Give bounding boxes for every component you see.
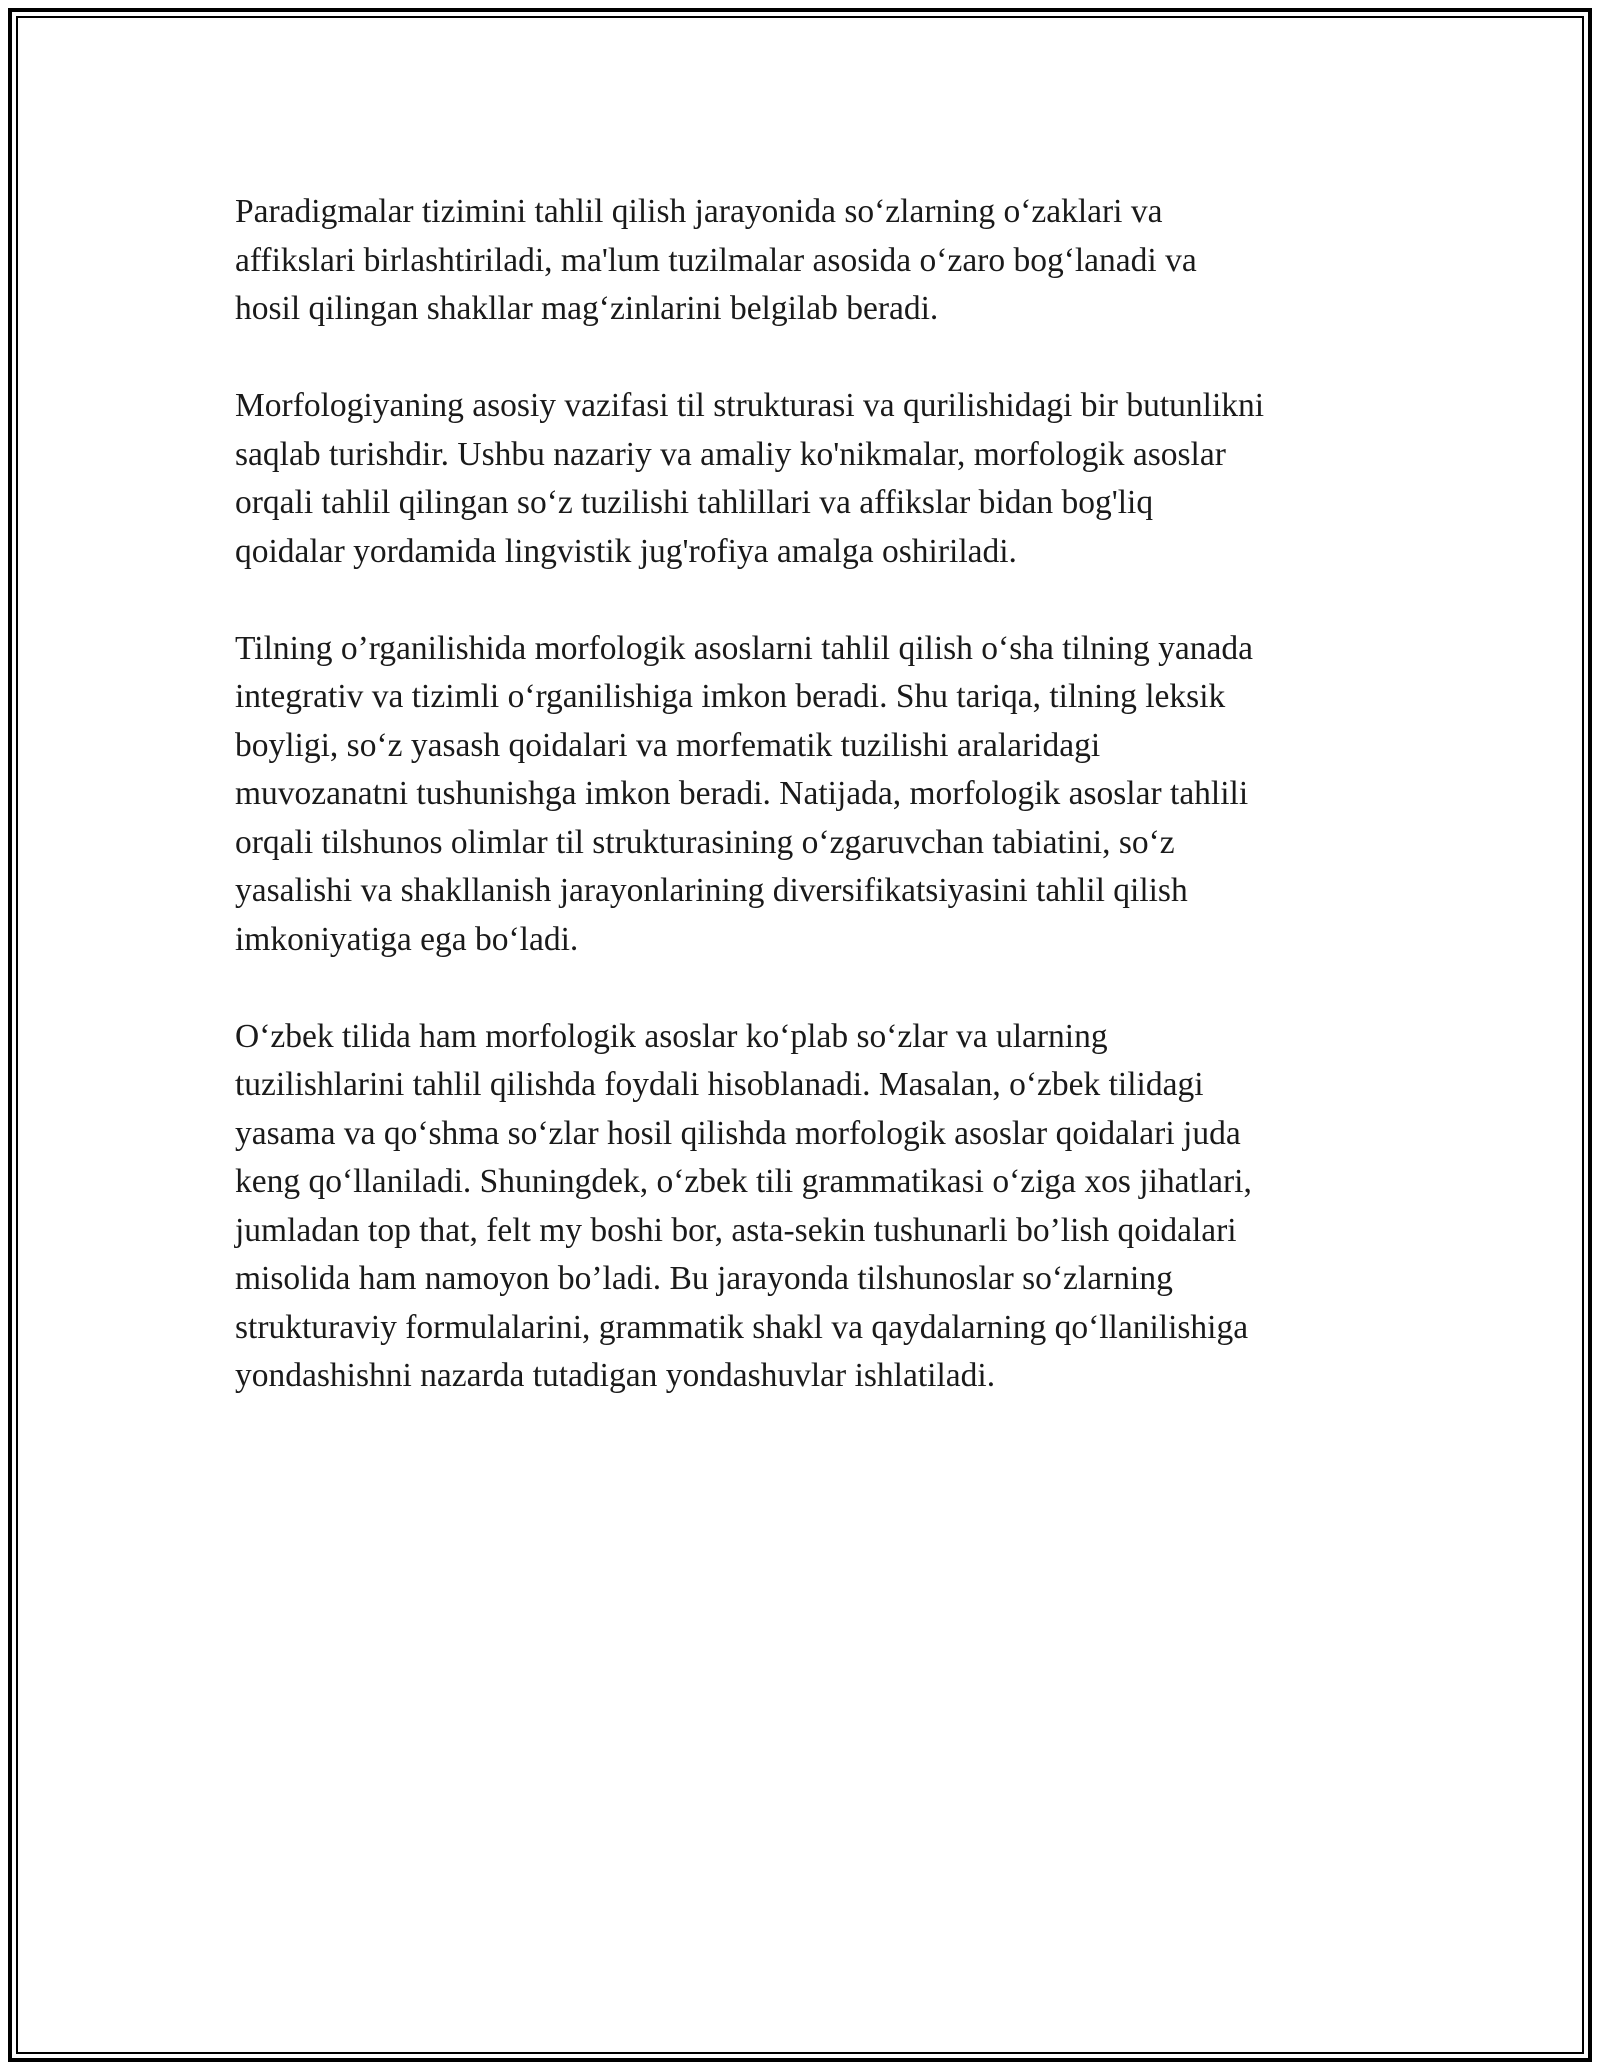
- text-line: Tilning o’rganilishida morfologik asoslarni tahlil qilish o‘sha tilning yanada: [235, 629, 1253, 667]
- paragraph-3: [235, 625, 1375, 965]
- paragraph-1: [235, 188, 1375, 334]
- document-body: [235, 188, 1375, 1449]
- text-line: orqali tahlil qilingan so‘z tuzilishi tahlillari va affikslar bidan bog'liq: [235, 484, 1154, 521]
- text-line: keng qo‘llaniladi. Shuningdek, o‘zbek tili grammatikasi o‘ziga xos jihatlari,: [235, 1163, 1252, 1200]
- text-line: saqlab turishdir. Ushbu nazariy va amaliy ko'nikmalar, morfologik asoslar: [235, 435, 1226, 473]
- text-line: orqali tilshunos olimlar til strukturasining o‘zgaruvchan tabiatini, so‘z: [235, 823, 1175, 861]
- text-line: yasama va qo‘shma so‘zlar hosil qilishda morfologik asoslar qoidalari juda: [235, 1114, 1241, 1152]
- text-line: boyligi, so‘z yasash qoidalari va morfematik tuzilishi aralaridagi: [235, 726, 1101, 764]
- text-line: yondashishni nazarda tutadigan yondashuvlar ishlatiladi.: [235, 1357, 996, 1394]
- text-line: muvozanatni tushunishga imkon beradi. Natijada, morfologik asoslar tahlili: [235, 775, 1249, 812]
- text-line: imkoniyatiga ega bo‘ladi.: [235, 920, 579, 958]
- text-line: yasalishi va shakllanish jarayonlarining diversifikatsiyasini tahlil qilish: [235, 872, 1188, 909]
- text-line: O‘zbek tilida ham morfologik asoslar ko‘plab so‘zlar va ularning: [235, 1017, 1108, 1055]
- text-line: jumladan top that, felt my boshi bor, asta-sekin tushunarli bo’lish qoidalari: [235, 1211, 1237, 1249]
- text-line: qoidalar yordamida lingvistik jug'rofiya amalga oshiriladi.: [235, 532, 1017, 570]
- paragraph-2: [235, 382, 1375, 576]
- paragraph-4: [235, 1013, 1375, 1401]
- text-line: tuzilishlarini tahlil qilishda foydali hisoblanadi. Masalan, o‘zbek tilidagi: [235, 1066, 1204, 1103]
- text-line: integrativ va tizimli o‘rganilishiga imkon beradi. Shu tariqa, tilning leksik: [235, 678, 1226, 715]
- text-line: misolida ham namoyon bo’ladi. Bu jarayonda tilshunoslar so‘zlarning: [235, 1260, 1173, 1297]
- text-line: Paradigmalar tizimini tahlil qilish jarayonida so‘zlarning o‘zaklari va: [235, 193, 1163, 230]
- text-line: hosil qilingan shakllar mag‘zinlarini belgilab beradi.: [235, 290, 939, 327]
- text-line: affikslari birlashtiriladi, ma'lum tuzilmalar asosida o‘zaro bog‘lanadi va: [235, 241, 1197, 279]
- text-line: Morfologiyaning asosiy vazifasi til strukturasi va qurilishidagi bir butunlikni: [235, 387, 1265, 424]
- text-line: strukturaviy formulalarini, grammatik shakl va qaydalarning qo‘llanilishiga: [235, 1308, 1249, 1346]
